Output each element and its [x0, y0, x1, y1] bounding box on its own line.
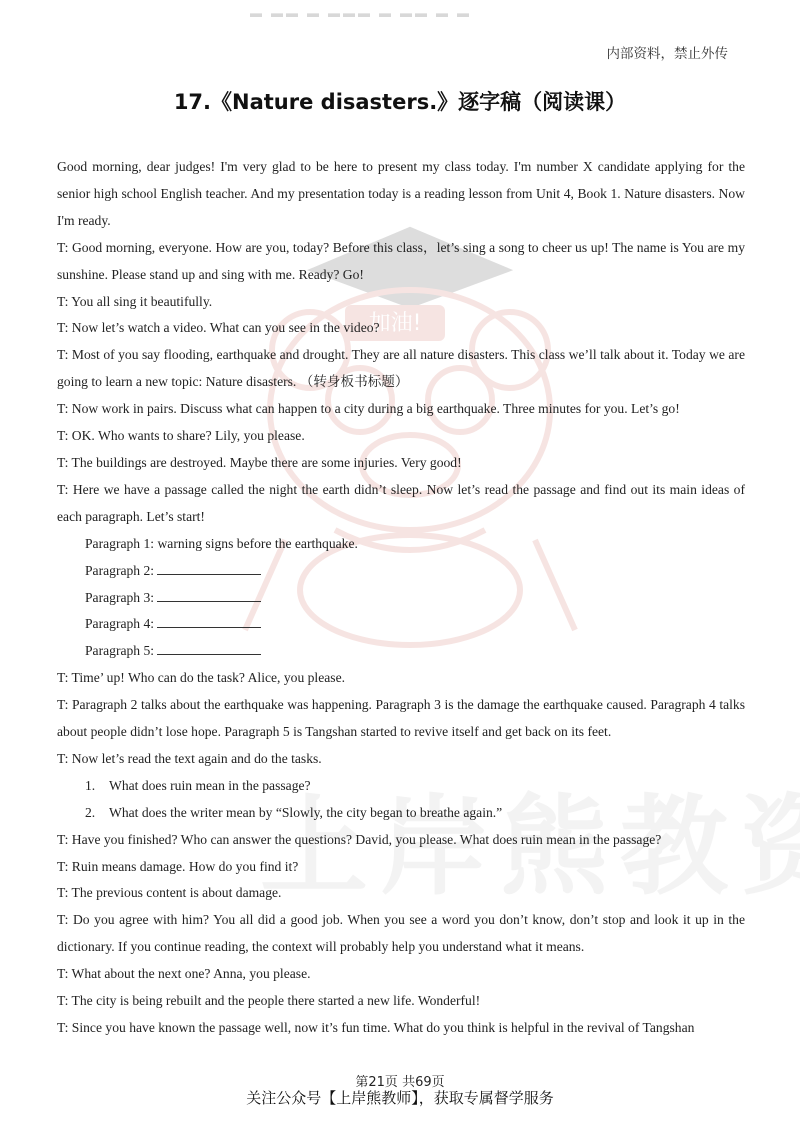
paragraph-label: Paragraph 2: — [85, 562, 155, 578]
paragraph-label: Paragraph 5: — [85, 643, 155, 659]
transcript-line: T: Have you finished? Who can answer the questions? David, you please. What does ruin mean in the passage? — [57, 831, 662, 847]
transcript-line: T: Good morning, everyone. How are you, today? Before this class，let’s sing a song to cheer us up! The name is You are my sunshine. Please stand up and sing with me. Ready? Go! — [57, 239, 745, 282]
task-text: What does ruin mean in the passage? — [109, 777, 311, 793]
transcript-line: T: What about the next one? Anna, you please. — [57, 966, 311, 982]
answer-blank — [157, 613, 261, 628]
task-text: What does the writer mean by “Slowly, the city began to breathe again.” — [109, 804, 503, 820]
transcript-line: T: Time’ up! Who can do the task? Alice, you please. — [57, 670, 346, 686]
reading-task-2 — [57, 800, 745, 827]
transcript-line: T: Now work in pairs. Discuss what can happen to a city during a big earthquake. Three minutes for you. Let’s go! — [57, 401, 680, 417]
reading-task-1 — [57, 773, 745, 800]
transcript-line: T: Paragraph 2 talks about the earthquake was happening. Paragraph 3 is the damage the earthquake caused. Paragraph 4 talks about people didn’t lose hope. Paragraph 5 is Tangshan started to revive itself and get back on its feet. — [57, 697, 745, 740]
transcript-line: T: The buildings are destroyed. Maybe there are some injuries. Very good! — [57, 454, 462, 470]
bear-badge-text: 加油! — [368, 311, 422, 336]
paragraph-task-4 — [57, 611, 745, 638]
transcript-line: T: OK. Who wants to share? Lily, you please. — [57, 428, 305, 444]
promo-footer: 关注公众号【上岸熊教师】，获取专属督学服务 — [246, 1089, 554, 1107]
transcript-line: T: Now let’s watch a video. What can you see in the video? — [57, 320, 380, 336]
paragraph-task-2 — [57, 558, 745, 585]
task-number: 1. — [85, 777, 96, 793]
paragraph-task-5 — [57, 638, 745, 665]
intro-paragraph: Good morning, dear judges! I'm very glad to be here to present my class today. I'm number X candidate applying for the senior high school English teacher. And my presentation today is a reading lesson from Unit 4, Book 1. Nature disasters. Now I'm ready. — [57, 159, 745, 228]
transcript-body — [57, 154, 745, 1042]
transcript-line: T: Ruin means damage. How do you find it? — [57, 858, 299, 874]
answer-blank — [157, 640, 261, 655]
answer-blank — [157, 587, 261, 602]
transcript-line: T: The previous content is about damage. — [57, 885, 282, 901]
paragraph-label: Paragraph 3: — [85, 589, 155, 605]
answer-blank — [157, 560, 261, 575]
faint-header-residue: ▬ ▬▬ ▬ ▬▬▬ ▬ ▬▬ ▬ ▬ — [250, 6, 472, 20]
transcript-line: T: Do you agree with him? You all did a good job. When you see a word you don’t know, don’t stop and look it up in the dictionary. If you continue reading, the context will probably help you understand what it means. — [57, 912, 745, 955]
transcript-line: T: Since you have known the passage well, now it’s fun time. What do you think is helpful in the revival of Tangshan — [57, 1020, 695, 1035]
paragraph-label: Paragraph 4: — [85, 616, 155, 632]
task-number: 2. — [85, 804, 96, 820]
document-title: 17.《Nature disasters.》逐字稿（阅读课） — [173, 90, 627, 114]
confidential-notice: 内部资料，禁止外传 — [606, 46, 728, 62]
page-number: 第21页 共69页 — [355, 1075, 445, 1090]
transcript-line: T: The city is being rebuilt and the people there started a new life. Wonderful! — [57, 993, 481, 1009]
transcript-line: T: You all sing it beautifully. — [57, 293, 213, 309]
transcript-line: T: Most of you say flooding, earthquake and drought. They are all nature disasters. This class we’ll talk about it. Today we are going to learn a new topic: Nature disasters. （转身板书标题） — [57, 347, 745, 390]
paragraph-task-1: Paragraph 1: warning signs before the earthquake. — [85, 535, 358, 551]
transcript-line: T: Here we have a passage called the night the earth didn’t sleep. Now let’s read the passage and find out its main ideas of each paragraph. Let’s start! — [57, 481, 745, 524]
transcript-line: T: Now let’s read the text again and do the tasks. — [57, 750, 322, 766]
paragraph-task-3 — [57, 585, 745, 612]
